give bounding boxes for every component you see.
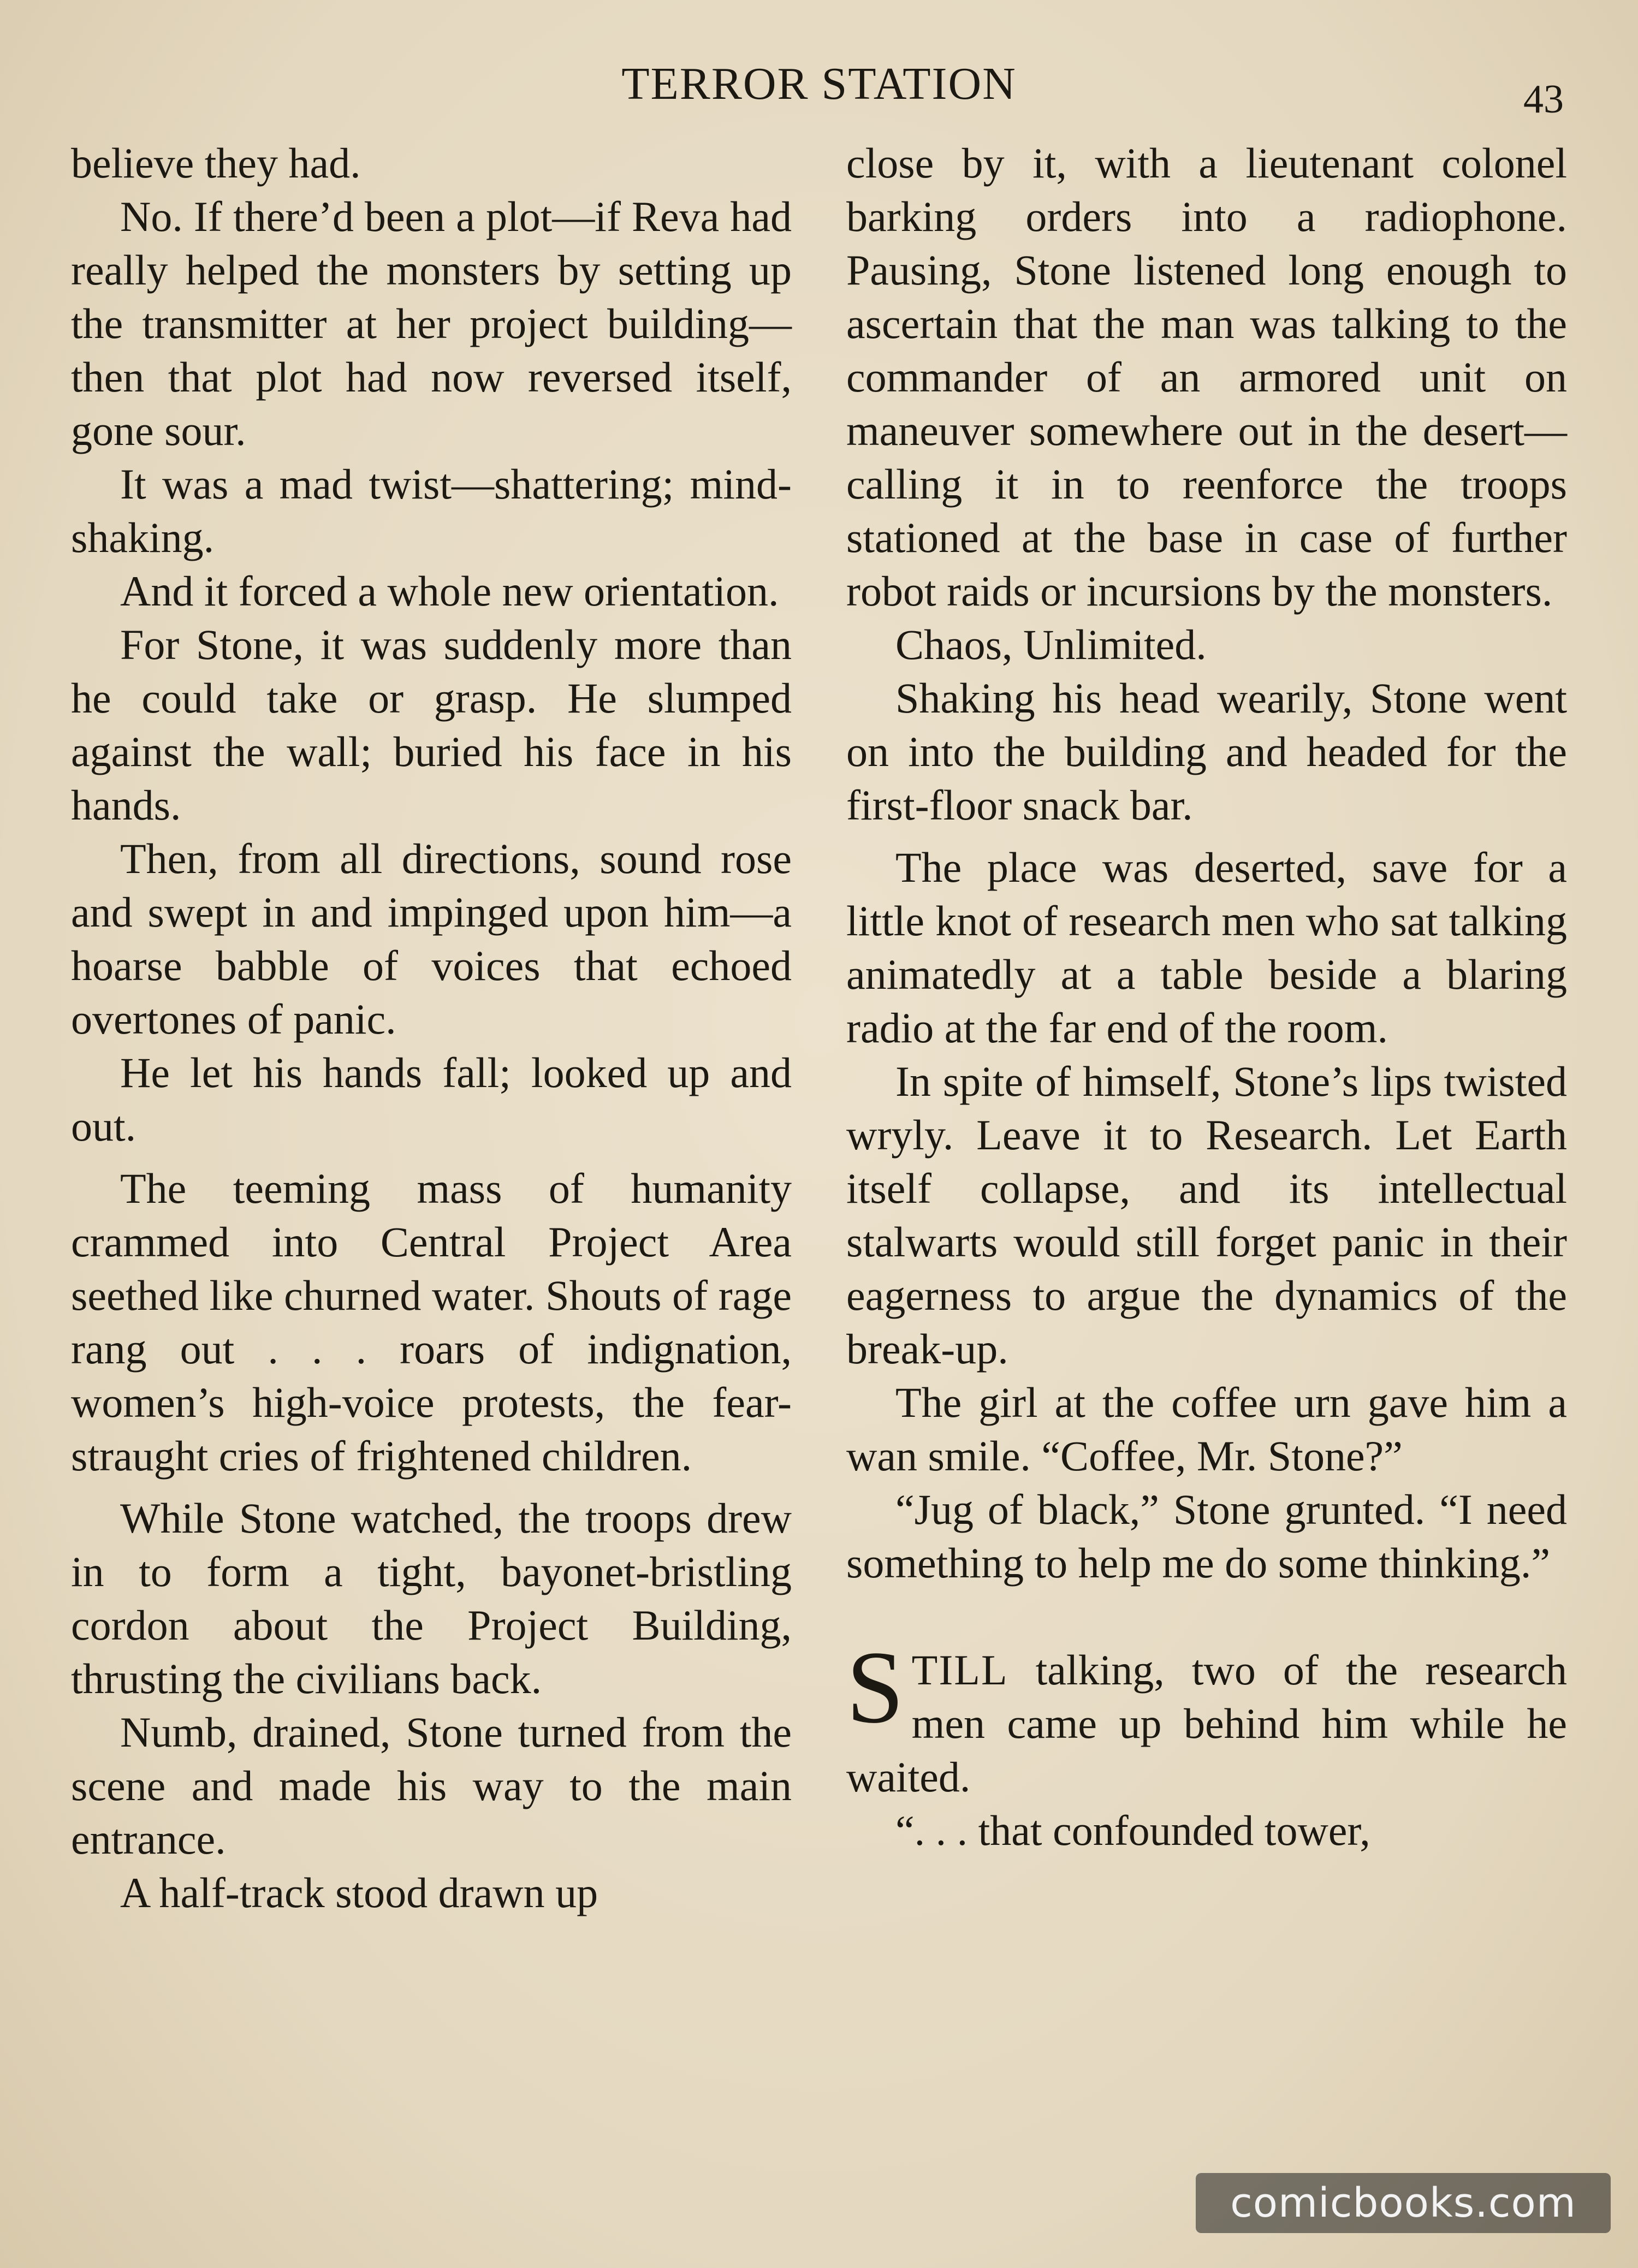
right-column — [846, 136, 1567, 1857]
paragraph: Chaos, Unlimited. — [895, 621, 1207, 668]
paragraph: close by it, with a lieutenant colonel barking orders into a radiophone. Pausing, Stone listened long enough to ascertain that the man was talking to the commander of an armored unit on maneuver somewhere out in the desert—calling it in to reenforce the troops stationed at the base in case of further robot raids or incursions by the monsters. — [846, 139, 1567, 615]
drop-cap: S — [846, 1630, 904, 1745]
paragraph: The girl at the coffee urn gave him a wan smile. “Coffee, Mr. Stone?” — [846, 1379, 1567, 1480]
paragraph: “. . . that confounded tower, — [895, 1807, 1370, 1854]
paragraph: “Jug of black,” Stone grunted. “I need something to help me do some thinking.” — [846, 1486, 1567, 1587]
paragraph-text: talking, two of the research men came up behind him while he waited. — [846, 1646, 1567, 1801]
lead-in: TILL — [911, 1646, 1008, 1694]
paragraph: The place was deserted, save for a little knot of research men who sat talking animatedly at a table beside a blaring radio at the far end of the room. — [846, 844, 1567, 1052]
paragraph: Numb, drained, Stone turned from the scene and made his way to the main entrance. — [71, 1708, 792, 1863]
section-opening-paragraph — [846, 1630, 1567, 1804]
page-number: 43 — [1523, 77, 1564, 122]
paragraph: And it forced a whole new orientation. — [120, 567, 779, 615]
paragraph: A half-track stood drawn up — [120, 1869, 598, 1916]
paragraph: For Stone, it was suddenly more than he could take or grasp. He slumped against the wall; buried his face in his hands. — [71, 621, 792, 829]
paragraph: The teeming mass of humanity crammed into Central Project Area seethed like churned water. Shouts of rage rang out . . . roars of indignation, women’s high-voice protests, the fear-straught cries of frightened children. — [71, 1165, 792, 1480]
paragraph: He let his hands fall; looked up and out. — [71, 1049, 792, 1150]
paragraph: While Stone watched, the troops drew in to form a tight, bayonet-bristling cordon about the Project Building, thrusting the civilians back. — [71, 1494, 792, 1702]
paragraph: Then, from all directions, sound rose and swept in and impinged upon him—a hoarse babble of voices that echoed overtones of panic. — [71, 835, 792, 1043]
paragraph: No. If there’d been a plot—if Reva had really helped the monsters by setting up the transmitter at her project building—then that plot had now reversed itself, gone sour. — [71, 193, 792, 454]
paragraph: Shaking his head wearily, Stone went on into the building and headed for the first-floor snack bar. — [846, 674, 1567, 829]
left-column — [71, 136, 792, 1920]
paragraph: believe they had. — [71, 139, 361, 187]
running-title: TERROR STATION — [621, 58, 1017, 109]
paragraph: In spite of himself, Stone’s lips twisted wryly. Leave it to Research. Let Earth itself collapse, and its intellectual stalwarts would still forget panic in their eagerness to argue the dynamics of the break-up. — [846, 1058, 1567, 1373]
watermark: comicbooks.com — [1196, 2173, 1611, 2233]
paragraph: It was a mad twist—shattering; mind-shaking. — [71, 460, 792, 561]
